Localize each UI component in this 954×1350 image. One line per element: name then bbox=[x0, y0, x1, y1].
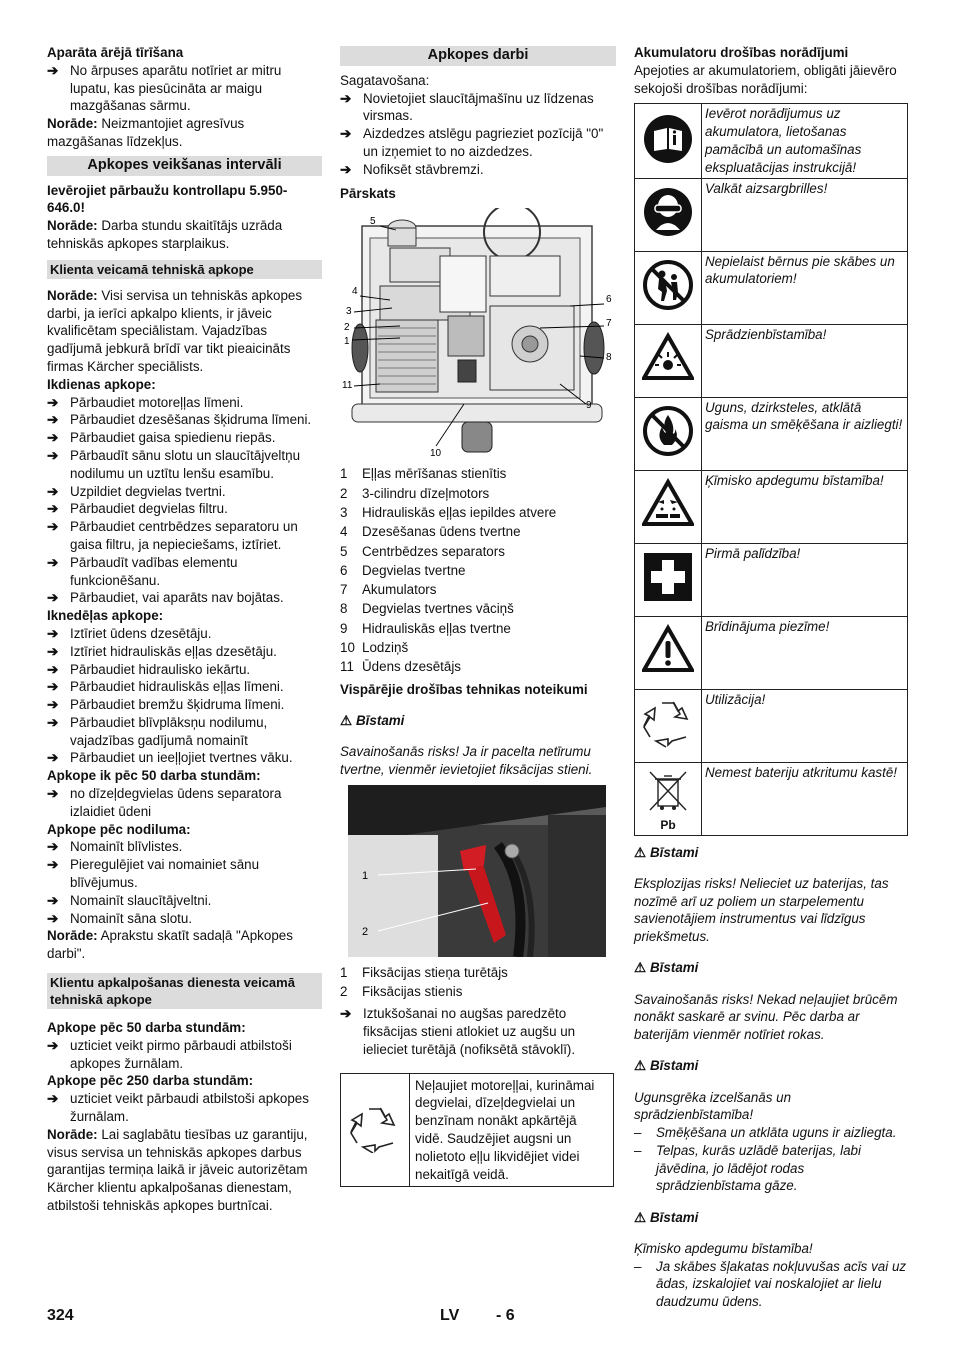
wear-list bbox=[47, 838, 322, 927]
arrow-icon: ➔ bbox=[47, 661, 59, 677]
after50-title: Apkope ik pēc 50 darba stundām: bbox=[47, 768, 261, 784]
list-item: ➔ Nofiksēt stāvbremzi. bbox=[340, 161, 484, 177]
arrow-icon: ➔ bbox=[47, 501, 59, 517]
danger-text: Ķīmisko apdegumu bīstamība! bbox=[634, 1240, 813, 1256]
no-children-icon bbox=[635, 251, 702, 324]
list-item: ➔ Pārbaudiet centrbēdzes separatoru un gaisa filtru, ja nepieciešams, iztīriet. bbox=[47, 519, 298, 552]
arrow-icon: ➔ bbox=[47, 394, 59, 410]
symbol-text: Sprādzienbīstamība! bbox=[702, 324, 908, 397]
list-item: ➔ Pārbaudīt sānu slotu un slaucītājveltņu nodilumu un uztītu lenšu esamību. bbox=[47, 447, 301, 481]
list-item: ➔ no dīzeļdegvielas ūdens separatora izlaidiet ūdeni bbox=[47, 786, 282, 819]
symbol-row bbox=[635, 397, 908, 470]
callout-label: 1 bbox=[362, 869, 369, 882]
cleaning-note: Norāde: Neizmantojiet agresīvus mazgāšanas līdzekļus. bbox=[47, 116, 245, 149]
list-item: 4 Dzesēšanas ūdens tvertne bbox=[340, 524, 521, 540]
symbol-text: Uguns, dzirksteles, atklātā gaisma un smēķēšana ir aizliegti! bbox=[702, 397, 908, 470]
weekly-title: Iknedēļas apkope: bbox=[47, 608, 164, 624]
arrow-icon: ➔ bbox=[47, 62, 59, 78]
callout-label: 5 bbox=[370, 216, 376, 228]
arrow-icon: ➔ bbox=[340, 1006, 352, 1022]
callout-label: 11 bbox=[342, 380, 353, 392]
daily-list bbox=[47, 394, 322, 608]
callout-label: 9 bbox=[586, 400, 592, 412]
symbol-text: Utilizācija! bbox=[702, 689, 908, 762]
wear-title: Apkope pēc nodiluma: bbox=[47, 821, 191, 837]
arrow-icon: ➔ bbox=[47, 590, 59, 606]
list-item: ➔ Pārbaudiet hidraulisko iekārtu. bbox=[47, 661, 251, 677]
section-band-maintenance: Apkopes darbi bbox=[340, 46, 616, 66]
weekly-list bbox=[47, 625, 322, 767]
callout-label: 1 bbox=[344, 336, 350, 348]
column-right bbox=[634, 44, 908, 1311]
warning-icon bbox=[635, 616, 702, 689]
section-band-intervals: Apkopes veikšanas intervāli bbox=[47, 156, 322, 176]
list-item: 10 Lodziņš bbox=[340, 640, 409, 656]
warning-triangle-icon: ⚠ bbox=[634, 1209, 647, 1225]
list-item: ➔ Pieregulējiet vai nomainiet sānu blīvējumus. bbox=[47, 857, 260, 891]
list-item: ➔ No ārpuses aparātu notīriet ar mitru lupatu, kas piesūcināta ar maigu mazgāšanas sārmu. bbox=[47, 62, 282, 114]
page-number: 324 bbox=[47, 1307, 74, 1324]
list-item: – Ja skābes šļakatas nokļuvušas acīs vai uz ādas, izskalojiet vai noskalojiet ar lielu daudzumu ūdens. bbox=[634, 1258, 907, 1310]
manual-icon bbox=[635, 104, 702, 178]
client-note: Norāde: Visi servisa un tehniskās apkopes darbi, ja ierīci apkalpo klients, ir jāveic kvalificētam speciālistam. Vajadzības gadījumā jebkurā brīdī var tikt pieaicināts firmas Kärcher speciālists. bbox=[47, 287, 303, 374]
list-item: ➔ Iztukšošanai no augšas paredzēto fiksācijas stieni atlokiet uz augšu un ielieciet turētājā (nofiksētā stāvoklī). bbox=[340, 1006, 576, 1057]
list-item: ➔ Aizdedzes atslēgu pagrieziet pozīcijā "0" un izņemiet to no aizdedzes. bbox=[340, 126, 604, 159]
corrosive-icon bbox=[635, 470, 702, 543]
overview-list bbox=[340, 464, 616, 676]
pb-label: Pb bbox=[660, 817, 676, 832]
arrow-icon: ➔ bbox=[47, 679, 59, 695]
danger-text: Savainošanās risks! Nekad neļaujiet brūcēm nonākt saskarē ar svinu. Pēc darba ar baterijām vienmēr notīriet rokas. bbox=[634, 991, 898, 1043]
danger-text: Ugunsgrēka izcelšanās un sprādzienbīstamība! bbox=[634, 1089, 792, 1123]
machine-overview-figure bbox=[340, 208, 616, 460]
callout-label: 2 bbox=[362, 925, 369, 938]
arrow-icon: ➔ bbox=[47, 786, 59, 802]
s50-title: Apkope pēc 50 darba stundām: bbox=[47, 1020, 246, 1036]
list-item: ➔ Iztīriet ūdens dzesētāju. bbox=[47, 625, 212, 641]
warning-triangle-icon: ⚠ bbox=[634, 960, 647, 976]
symbol-text: Ķīmisko apdegumu bīstamība! bbox=[702, 470, 908, 543]
list-item: ➔ Pārbaudiet degvielas filtru. bbox=[47, 501, 228, 517]
callout-label: 2 bbox=[344, 322, 350, 334]
column-middle bbox=[340, 44, 616, 1187]
list-item: ➔ Pārbaudīt vadības elementu funkcionēšanu. bbox=[47, 554, 238, 588]
symbol-row bbox=[635, 616, 908, 689]
fixing-instructions bbox=[340, 1005, 616, 1058]
environment-note-text: Neļaujiet motoreļļai, kurināmai degvielai, dīzeļdegvielai un benzīnam nonākt apkārtējā vidē. Saudzējiet augsni un nolietoto eļļu likvidējiet videi nekaitīgā veidā. bbox=[410, 1073, 614, 1187]
arrow-icon: ➔ bbox=[47, 910, 59, 926]
after50-list bbox=[47, 785, 322, 821]
arrow-icon: ➔ bbox=[47, 697, 59, 713]
warning-triangle-icon: ⚠ bbox=[634, 1058, 647, 1074]
safety-symbols-table bbox=[634, 103, 908, 835]
column-left bbox=[47, 44, 322, 1215]
machine-overview-drawing bbox=[340, 208, 616, 460]
prep-list bbox=[340, 90, 616, 179]
arrow-icon: ➔ bbox=[47, 554, 59, 570]
list-item: ➔ Uzpildiet degvielas tvertni. bbox=[47, 483, 226, 499]
symbol-row bbox=[635, 104, 908, 178]
symbol-text: Nepielaist bērnus pie skābes un akumulatoriem! bbox=[702, 251, 908, 324]
callout-label: 3 bbox=[346, 306, 352, 318]
arrow-icon: ➔ bbox=[340, 126, 352, 142]
arrow-icon: ➔ bbox=[47, 857, 59, 873]
danger-text: Eksplozijas risks! Nelieciet uz baterijas, tas nozīmē arī uz poliem un starpelementu savienotājiem instrumentus vai līdzīgus priekšmetus. bbox=[634, 875, 889, 945]
cleaning-title: Aparāta ārējā tīrīšana bbox=[47, 45, 184, 60]
arrow-icon: ➔ bbox=[47, 447, 59, 463]
wear-note: Norāde: Aprakstu skatīt sadaļā "Apkopes darbi". bbox=[47, 928, 293, 962]
symbol-text: Pirmā palīdzība! bbox=[702, 543, 908, 616]
symbol-row bbox=[635, 762, 908, 835]
symbol-row bbox=[635, 324, 908, 397]
arrow-icon: ➔ bbox=[47, 625, 59, 641]
danger-heading: ⚠ Bīstami bbox=[634, 1058, 699, 1074]
daily-title: Ikdienas apkope: bbox=[47, 376, 156, 392]
s250-list bbox=[47, 1090, 322, 1126]
no-bin-icon bbox=[635, 762, 702, 835]
recycle-icon bbox=[341, 1073, 410, 1187]
no-fire-icon bbox=[635, 397, 702, 470]
arrow-icon: ➔ bbox=[340, 161, 352, 177]
list-item: ➔ Pārbaudiet gaisa spiedienu riepās. bbox=[47, 430, 276, 446]
arrow-icon: ➔ bbox=[47, 483, 59, 499]
arrow-icon: ➔ bbox=[47, 1091, 59, 1107]
recycle-icon bbox=[635, 689, 702, 762]
safety-title: Vispārējie drošības tehnikas noteikumi bbox=[340, 681, 588, 697]
callout-label: 7 bbox=[606, 318, 612, 330]
symbol-row bbox=[635, 543, 908, 616]
battery-safety-intro: Apejoties ar akumulatoriem, obligāti jāievēro sekojoši drošības norādījumi: bbox=[634, 62, 897, 96]
list-item: 1 Eļļas mērīšanas stienītis bbox=[340, 466, 507, 482]
environment-note-box bbox=[340, 1073, 614, 1188]
arrow-icon: ➔ bbox=[47, 750, 59, 766]
list-item: 11 Ūdens dzesētājs bbox=[340, 659, 461, 675]
fixing-rod-drawing bbox=[348, 785, 606, 957]
list-item: ➔ uzticiet veikt pirmo pārbaudi atbilstoši apkopes žurnālam. bbox=[47, 1037, 292, 1071]
symbol-row bbox=[635, 689, 908, 762]
list-item: 7 Akumulators bbox=[340, 582, 437, 598]
list-item: ➔ Pārbaudiet bremžu šķidruma līmeni. bbox=[47, 697, 285, 713]
callout-label: 10 bbox=[430, 448, 442, 460]
fixing-rod-photo bbox=[348, 785, 606, 957]
list-item: ➔ Nomainīt sāna slotu. bbox=[47, 910, 193, 926]
danger-heading: ⚠ Bīstami bbox=[634, 1209, 699, 1225]
list-item: – Smēķēšana un atklāta uguns ir aizliegta. bbox=[634, 1125, 897, 1141]
overview-title: Pārskats bbox=[340, 185, 396, 201]
danger-heading: ⚠ Bīstami bbox=[634, 844, 699, 860]
fixing-list bbox=[340, 963, 616, 1002]
warning-triangle-icon: ⚠ bbox=[634, 844, 647, 860]
warranty-note: Norāde: Lai saglabātu tiesības uz garantiju, visus servisa un tehniskās apkopes darbus garantijas termiņa laikā ir jāveic autorizētam Kärcher klientu apkalpošanas dienestam, atbilstoši tehniskās apkopes burtnīcai. bbox=[47, 1126, 308, 1214]
list-item: ➔ Nomainīt blīvlistes. bbox=[47, 839, 183, 855]
arrow-icon: ➔ bbox=[47, 519, 59, 535]
list-item: ➔ Pārbaudiet, vai aparāts nav bojātas. bbox=[47, 590, 284, 606]
arrow-icon: ➔ bbox=[47, 643, 59, 659]
symbol-row bbox=[635, 251, 908, 324]
danger-list bbox=[634, 1124, 908, 1195]
list-item: 2 Fiksācijas stienis bbox=[340, 983, 463, 999]
danger-heading: ⚠ Bīstami bbox=[634, 960, 699, 976]
symbol-text: Ievērot norādījumus uz akumulatora, lietošanas pamācībā un automašīnas ekspluatācijas instrukcijā! bbox=[702, 104, 908, 178]
warning-triangle-icon: ⚠ bbox=[340, 712, 353, 728]
symbol-row bbox=[635, 178, 908, 251]
explosion-icon bbox=[635, 324, 702, 397]
callout-label: 4 bbox=[352, 286, 358, 298]
section-page: - 6 bbox=[496, 1307, 515, 1324]
section-band-client: Klienta veicamā tehniskā apkope bbox=[47, 260, 322, 279]
battery-safety-title: Akumulatoru drošības norādījumi bbox=[634, 45, 849, 60]
goggles-icon bbox=[635, 178, 702, 251]
symbol-text: Nemest bateriju atkritumu kastē! bbox=[702, 762, 908, 835]
symbol-row bbox=[635, 470, 908, 543]
list-item: ➔ Pārbaudiet un ieeļļojiet tvertnes vāku. bbox=[47, 750, 293, 766]
list-item: 6 Degvielas tvertne bbox=[340, 562, 466, 578]
list-item: ➔ uzticiet veikt pārbaudi atbilstoši apkopes žurnālam. bbox=[47, 1091, 309, 1125]
s50-list bbox=[47, 1037, 322, 1073]
danger-text: Savainošanās risks! Ja ir pacelta netīrumu tvertne, vienmēr ievietojiet fiksācijas stieni. bbox=[340, 744, 593, 777]
list-item: 8 Degvielas tvertnes vāciņš bbox=[340, 601, 514, 617]
arrow-icon: ➔ bbox=[340, 90, 352, 106]
symbol-text: Brīdinājuma piezīme! bbox=[702, 616, 908, 689]
callout-label: 6 bbox=[606, 294, 612, 306]
arrow-icon: ➔ bbox=[47, 892, 59, 908]
list-item: 1 Fiksācijas stieņa turētājs bbox=[340, 964, 508, 980]
list-item: – Telpas, kurās uzlādē baterijas, labi jāvēdina, jo lādējot rodas sprādzienbīstama gāze. bbox=[634, 1142, 861, 1194]
symbol-text: Valkāt aizsargbrilles! bbox=[702, 178, 908, 251]
language-code: LV bbox=[440, 1307, 460, 1324]
list-item: ➔ Nomainīt slaucītājveltni. bbox=[47, 892, 212, 908]
arrow-icon: ➔ bbox=[47, 430, 59, 446]
arrow-icon: ➔ bbox=[47, 714, 59, 730]
list-item: 3 Hidrauliskās eļļas iepildes atvere bbox=[340, 504, 557, 520]
list-item: ➔ Pārbaudiet motoreļļas līmeni. bbox=[47, 394, 244, 410]
list-item: 9 Hidrauliskās eļļas tvertne bbox=[340, 620, 511, 636]
arrow-icon: ➔ bbox=[47, 839, 59, 855]
s250-title: Apkope pēc 250 darba stundām: bbox=[47, 1073, 254, 1089]
list-item: 5 Centrbēdzes separators bbox=[340, 543, 505, 559]
first-aid-icon bbox=[635, 543, 702, 616]
interval-note: Norāde: Darba stundu skaitītājs uzrāda tehniskās apkopes starplaikus. bbox=[47, 218, 283, 251]
cleaning-list bbox=[47, 62, 322, 115]
list-item: ➔ Pārbaudiet blīvplāksņu nodilumu, vajadzības gadījumā nomainīt bbox=[47, 714, 268, 748]
danger-list bbox=[634, 1258, 908, 1311]
section-band-service: Klientu apkalpošanas dienesta veicamā tehniskā apkope bbox=[47, 973, 322, 1009]
arrow-icon: ➔ bbox=[47, 412, 59, 428]
list-item: 2 3-cilindru dīzeļmotors bbox=[340, 485, 490, 501]
list-item: ➔ Novietojiet slaucītājmašīnu uz līdzenas virsmas. bbox=[340, 90, 594, 124]
callout-label: 8 bbox=[606, 352, 612, 364]
interval-lead: Ievērojiet pārbaužu kontrollapu 5.950-646.0! bbox=[47, 182, 288, 216]
prep-title: Sagatavošana: bbox=[340, 72, 430, 88]
list-item: ➔ Pārbaudiet hidrauliskās eļļas līmeni. bbox=[47, 679, 284, 695]
list-item: ➔ Iztīriet hidrauliskās eļļas dzesētāju. bbox=[47, 643, 277, 659]
list-item: ➔ Pārbaudiet dzesēšanas šķidruma līmeni. bbox=[47, 412, 312, 428]
arrow-icon: ➔ bbox=[47, 1037, 59, 1053]
danger-heading: ⚠ Bīstami bbox=[340, 712, 405, 728]
